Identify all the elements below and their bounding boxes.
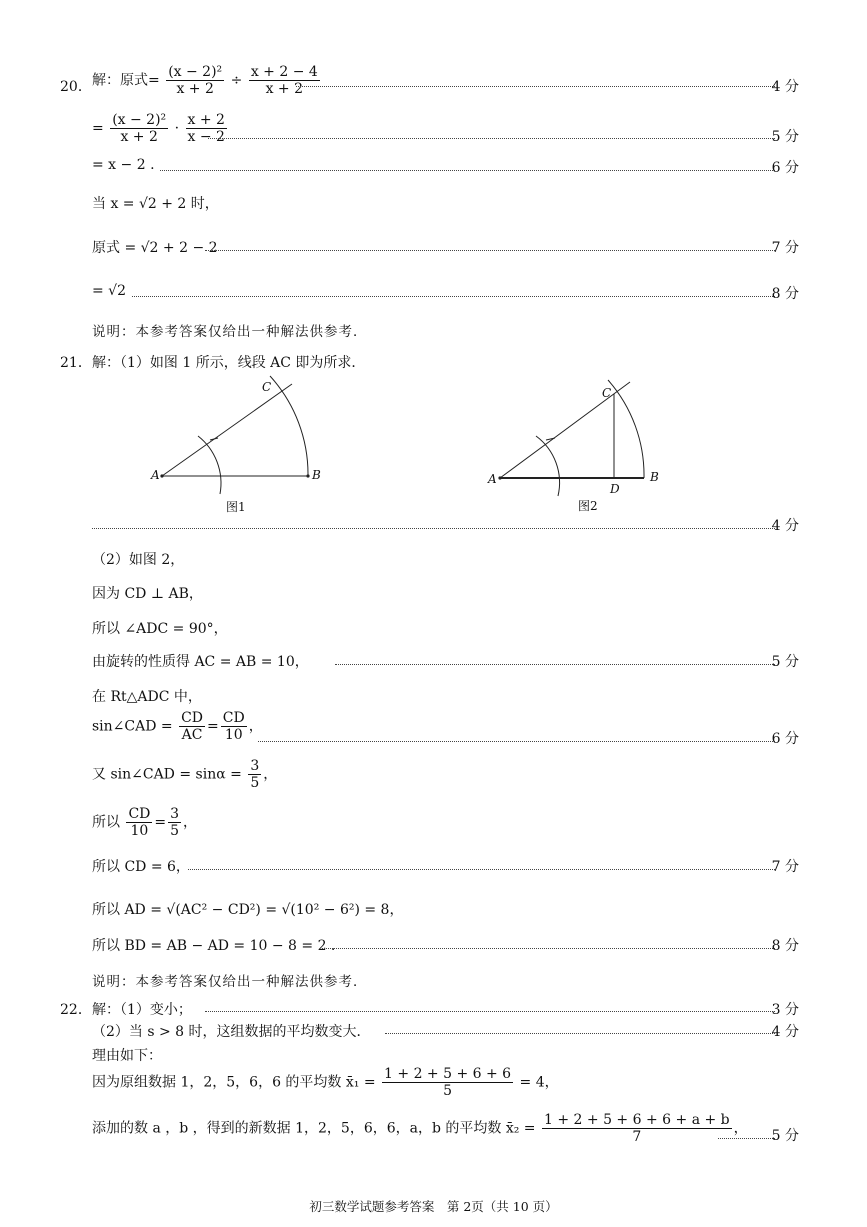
fig2-label-C: C xyxy=(602,386,612,400)
fraction-avg1: $\frac{1 + 2 + 5 + 6 + 6}{5}$ xyxy=(384,1066,512,1100)
fraction-avg2: $\frac{1 + 2 + 5 + 6 + 6 + a + b}{7}$ xyxy=(544,1112,730,1146)
leader-dots xyxy=(205,250,775,251)
leader-dots xyxy=(205,1011,775,1012)
q22-line1: 解：（1）变小； xyxy=(92,1002,192,1018)
q21-part2: （2）如图 2， xyxy=(92,552,185,568)
point-B xyxy=(306,474,309,477)
arc-small xyxy=(198,436,221,494)
leader-dots xyxy=(92,528,775,529)
q22-number: 22． xyxy=(60,1002,92,1018)
q22-avg2: 添加的数 a ，b ，得到的新数据 1，2，5，6，6，a，b 的平均数 x̄₂ = $\frac{1 + 2 + 5 + 6 + 6 + a + b}{7}$ ， xyxy=(92,1112,748,1146)
q20-step2: = $\frac{\text{(x − 2)²}}{x + 2}$ · $\frac{x + 2}{x - 2}$ xyxy=(92,112,225,146)
q21-perp: 因为 CD ⊥ AB， xyxy=(92,586,203,602)
q21-so-ratio: 所以 $\frac{CD}{10}$ = $\frac{3}{5}$ ， xyxy=(92,806,198,840)
q21-bd-value: 所以 BD = AB − AD = 10 − 8 = 2 . xyxy=(92,938,336,954)
score-label: 4 分 xyxy=(771,1024,799,1040)
q22-reason: 理由如下： xyxy=(92,1048,162,1064)
q20-number: 20． xyxy=(60,79,92,95)
q22-line2: （2）当 s > 8 时，这组数据的平均数变大． xyxy=(92,1024,371,1040)
fig1-label-A: A xyxy=(151,468,160,482)
equals: = xyxy=(148,72,160,89)
q20-solve-label: 解：原式 xyxy=(92,72,148,89)
q21-angle: 所以 ∠ADC = 90°， xyxy=(92,621,228,637)
leader-dots xyxy=(718,1138,775,1139)
leader-dots xyxy=(208,138,775,139)
q21-cd-value: 所以 CD = 6， xyxy=(92,859,190,875)
fig1-label-B: B xyxy=(312,468,321,482)
score-label: 6 分 xyxy=(771,160,799,176)
fraction-3-5: $\frac{3}{5}$ xyxy=(250,758,260,792)
score-label: 4 分 xyxy=(771,79,799,95)
point-A xyxy=(498,476,501,479)
leader-dots xyxy=(296,86,775,87)
arc-large xyxy=(270,376,308,476)
fig1-caption: 图1 xyxy=(226,500,246,514)
q20-fraction-1: $\frac{\text{(x − 2)²}}{x + 2}$ xyxy=(168,64,223,98)
q20-orig: 原式 = √2 + 2 − 2 xyxy=(92,240,218,256)
q20-fraction-4: $\frac{x + 2}{x - 2}$ xyxy=(187,112,225,146)
score-label: 6 分 xyxy=(771,731,799,747)
figure-1-diagram xyxy=(140,370,340,495)
arc-small xyxy=(536,436,560,496)
score-label: 5 分 xyxy=(771,1128,799,1144)
q21-note: 说明：本参考答案仅给出一种解法供参考． xyxy=(92,974,368,990)
leader-dots xyxy=(258,741,775,742)
point-A xyxy=(160,474,163,477)
leader-dots xyxy=(322,948,775,949)
fraction-cd-10: $\frac{CD}{10}$ xyxy=(128,806,151,840)
q20-fraction-3: $\frac{\text{(x − 2)²}}{x + 2}$ xyxy=(112,112,167,146)
leader-dots xyxy=(188,869,775,870)
leader-dots xyxy=(385,1033,775,1034)
q22-avg1: 因为原组数据 1，2，5，6，6 的平均数 x̄₁ = $\frac{1 + 2 + 5 + 6 + 6}{5}$ = 4， xyxy=(92,1066,559,1100)
score-label: 8 分 xyxy=(771,286,799,302)
score-label: 3 分 xyxy=(771,1002,799,1018)
leader-dots xyxy=(160,170,775,171)
score-label: 7 分 xyxy=(771,859,799,875)
q21-right-triangle: 在 Rt△ADC 中， xyxy=(92,689,202,705)
q20-when: 当 x = √2 + 2 时， xyxy=(92,196,219,212)
q20-note: 说明：本参考答案仅给出一种解法供参考． xyxy=(92,324,368,340)
leader-dots xyxy=(335,664,775,665)
fig2-label-A: A xyxy=(488,472,497,486)
q21-sin-line: sin∠CAD = $\frac{CD}{AC}$ = $\frac{CD}{10}$ ， xyxy=(92,710,263,744)
fig1-label-C: C xyxy=(262,380,272,394)
score-label: 5 分 xyxy=(771,129,799,145)
score-label: 7 分 xyxy=(771,240,799,256)
page-footer: 初三数学试题参考答案 第 2页（共 10 页） xyxy=(309,1199,558,1214)
q20-result: = √2 xyxy=(92,283,127,299)
q20-fraction-2: $\frac{x + 2 - 4}{x + 2}$ xyxy=(250,64,318,98)
q21-also-sin: 又 sin∠CAD = sinα = $\frac{3}{5}$ ， xyxy=(92,758,278,792)
fig2-label-B: B xyxy=(650,470,659,484)
score-label: 5 分 xyxy=(771,654,799,670)
q21-ad-value: 所以 AD = √(AC² − CD²) = √(10² − 6²) = 8， xyxy=(92,902,404,918)
q21-rotation: 由旋转的性质得 AC = AB = 10， xyxy=(92,654,309,670)
q20-step1 xyxy=(92,64,322,97)
q21-line1: 解：（1）如图 1 所示，线段 AC 即为所求． xyxy=(92,355,366,371)
fig2-label-D: D xyxy=(610,482,620,496)
figure-2-diagram xyxy=(482,372,672,497)
q21-number: 21． xyxy=(60,355,92,371)
fraction-cd-ac: $\frac{CD}{AC}$ xyxy=(181,710,204,744)
fig2-caption: 图2 xyxy=(578,499,598,513)
segment-AC xyxy=(162,384,292,476)
fraction-3-5: $\frac{3}{5}$ xyxy=(170,806,180,840)
score-label: 4 分 xyxy=(771,518,799,534)
divide-sign: ÷ xyxy=(230,72,243,89)
fraction-cd-10: $\frac{CD}{10}$ xyxy=(222,710,245,744)
score-label: 8 分 xyxy=(771,938,799,954)
q20-step3: = x − 2 . xyxy=(92,157,155,173)
leader-dots xyxy=(132,296,775,297)
